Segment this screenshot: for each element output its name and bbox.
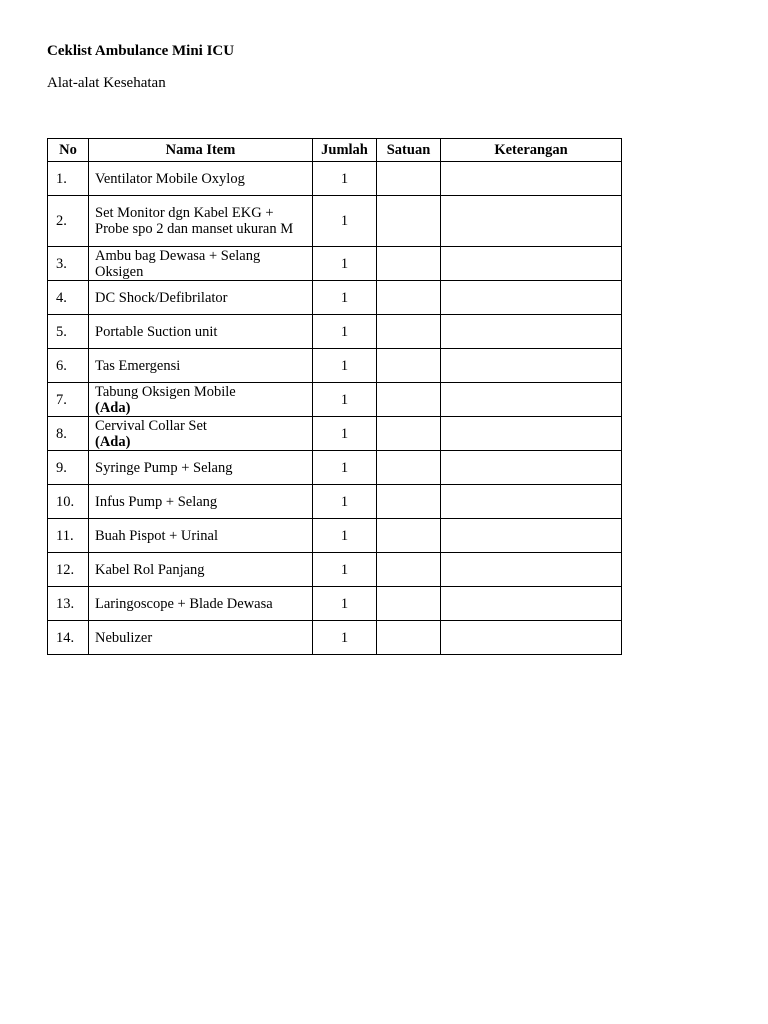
row-number: 12.: [48, 553, 89, 587]
item-name: Tas Emergensi: [95, 357, 181, 374]
document-title: Ceklist Ambulance Mini ICU: [47, 43, 235, 59]
remarks-cell: [441, 485, 622, 519]
row-number: 11.: [48, 519, 89, 553]
quantity-cell: 1: [313, 162, 377, 196]
remarks-cell: [441, 196, 622, 247]
quantity-cell: 1: [313, 519, 377, 553]
row-number: 7.: [48, 383, 89, 417]
item-status-note: (Ada): [95, 399, 131, 416]
item-name-cell: [89, 349, 313, 383]
unit-cell: [377, 553, 441, 587]
item-name-cell: [89, 519, 313, 553]
quantity-cell: 1: [313, 349, 377, 383]
table-row: [48, 485, 622, 519]
unit-cell: [377, 485, 441, 519]
remarks-cell: [441, 315, 622, 349]
remarks-cell: [441, 451, 622, 485]
table-header-row: [48, 139, 622, 162]
row-number: 14.: [48, 621, 89, 655]
header-remarks: Keterangan: [441, 139, 622, 162]
item-name-cell: [89, 162, 313, 196]
table-row: [48, 451, 622, 485]
table-row: [48, 281, 622, 315]
item-name: Laringoscope + Blade Dewasa: [95, 595, 273, 612]
item-name-cell: [89, 587, 313, 621]
item-name: Nebulizer: [95, 629, 153, 646]
quantity-cell: 1: [313, 587, 377, 621]
row-number: 10.: [48, 485, 89, 519]
table-row: [48, 247, 622, 281]
quantity-cell: 1: [313, 485, 377, 519]
quantity-cell: 1: [313, 621, 377, 655]
row-number: 3.: [48, 247, 89, 281]
table-row: [48, 196, 622, 247]
item-name-cell: [89, 621, 313, 655]
row-number: 4.: [48, 281, 89, 315]
item-name-cell: [89, 281, 313, 315]
quantity-cell: 1: [313, 196, 377, 247]
remarks-cell: [441, 281, 622, 315]
table-row: [48, 519, 622, 553]
item-name-cell: [89, 485, 313, 519]
header-item-name: Nama Item: [89, 139, 313, 162]
item-name-cell: [89, 553, 313, 587]
table-row: [48, 349, 622, 383]
item-name-cell: [89, 315, 313, 349]
table-row: [48, 621, 622, 655]
quantity-cell: 1: [313, 383, 377, 417]
item-status-note: (Ada): [95, 433, 131, 450]
quantity-cell: 1: [313, 553, 377, 587]
remarks-cell: [441, 553, 622, 587]
item-name: Syringe Pump + Selang: [95, 459, 233, 476]
unit-cell: [377, 383, 441, 417]
document-subtitle: Alat-alat Kesehatan: [47, 75, 166, 91]
row-number: 1.: [48, 162, 89, 196]
row-number: 9.: [48, 451, 89, 485]
item-name: Infus Pump + Selang: [95, 493, 218, 510]
item-name-cell: [89, 417, 313, 451]
table-body: [48, 162, 622, 655]
row-number: 13.: [48, 587, 89, 621]
unit-cell: [377, 451, 441, 485]
item-name: Cervival Collar Set: [95, 417, 207, 434]
remarks-cell: [441, 417, 622, 451]
row-number: 2.: [48, 196, 89, 247]
remarks-cell: [441, 247, 622, 281]
row-number: 5.: [48, 315, 89, 349]
quantity-cell: 1: [313, 247, 377, 281]
item-name: Tabung Oksigen Mobile: [95, 383, 236, 400]
checklist-table: [47, 138, 622, 655]
unit-cell: [377, 417, 441, 451]
item-name-cell: [89, 196, 313, 247]
unit-cell: [377, 587, 441, 621]
unit-cell: [377, 315, 441, 349]
item-name: DC Shock/Defibrilator: [95, 289, 228, 306]
unit-cell: [377, 196, 441, 247]
remarks-cell: [441, 519, 622, 553]
unit-cell: [377, 247, 441, 281]
unit-cell: [377, 162, 441, 196]
row-number: 6.: [48, 349, 89, 383]
item-name: Buah Pispot + Urinal: [95, 527, 218, 544]
table-row: [48, 315, 622, 349]
remarks-cell: [441, 621, 622, 655]
remarks-cell: [441, 349, 622, 383]
table-row: [48, 417, 622, 451]
quantity-cell: 1: [313, 417, 377, 451]
remarks-cell: [441, 383, 622, 417]
item-name-cell: [89, 383, 313, 417]
unit-cell: [377, 519, 441, 553]
table-row: [48, 587, 622, 621]
row-number: 8.: [48, 417, 89, 451]
item-name-cell: [89, 247, 313, 281]
quantity-cell: 1: [313, 281, 377, 315]
table-row: [48, 162, 622, 196]
quantity-cell: 1: [313, 451, 377, 485]
item-name: Kabel Rol Panjang: [95, 561, 205, 578]
item-name: Set Monitor dgn Kabel EKG + Probe spo 2 dan manset ukuran M: [95, 205, 294, 237]
item-name: Ventilator Mobile Oxylog: [95, 170, 245, 187]
item-name: Ambu bag Dewasa + Selang Oksigen: [95, 247, 261, 280]
remarks-cell: [441, 587, 622, 621]
item-name: Portable Suction unit: [95, 323, 218, 340]
item-name-cell: [89, 451, 313, 485]
table-row: [48, 553, 622, 587]
unit-cell: [377, 281, 441, 315]
table-row: [48, 383, 622, 417]
unit-cell: [377, 621, 441, 655]
quantity-cell: 1: [313, 315, 377, 349]
header-no: No: [48, 139, 89, 162]
header-quantity: Jumlah: [313, 139, 377, 162]
header-unit: Satuan: [377, 139, 441, 162]
unit-cell: [377, 349, 441, 383]
remarks-cell: [441, 162, 622, 196]
